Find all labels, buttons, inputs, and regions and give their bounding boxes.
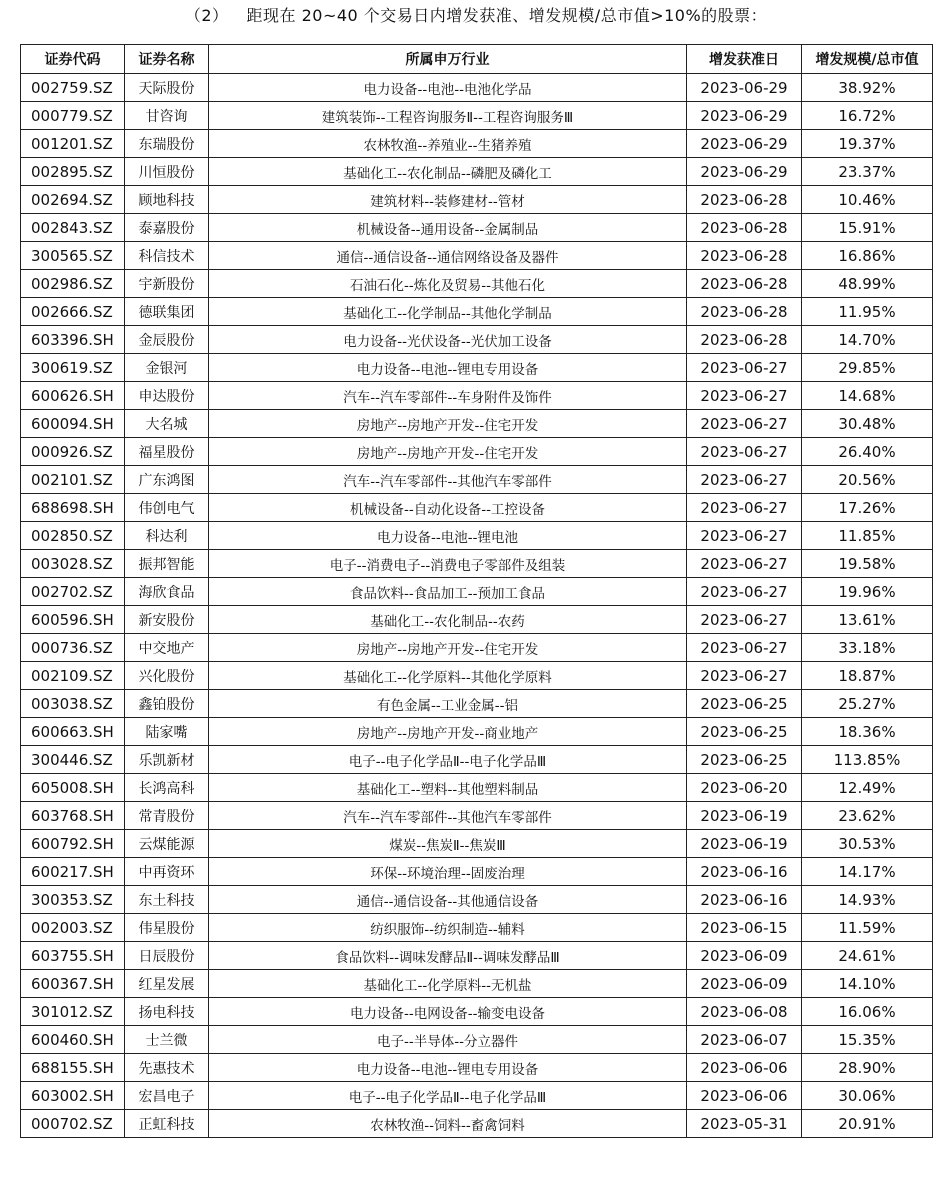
cell-code: 003038.SZ	[21, 690, 125, 718]
stock-table	[20, 44, 933, 1138]
cell-name: 福星股份	[125, 438, 209, 466]
cell-industry: 房地产--房地产开发--住宅开发	[209, 634, 687, 662]
cell-code: 002850.SZ	[21, 522, 125, 550]
cell-ratio: 19.37%	[802, 130, 933, 158]
cell-approval-date: 2023-06-29	[687, 130, 802, 158]
table-body	[21, 74, 933, 1138]
cell-name: 申达股份	[125, 382, 209, 410]
section-heading	[0, 4, 952, 28]
cell-approval-date: 2023-06-25	[687, 690, 802, 718]
cell-ratio: 20.56%	[802, 466, 933, 494]
col-header-approval-date: 增发获准日	[687, 45, 802, 74]
cell-ratio: 13.61%	[802, 606, 933, 634]
cell-approval-date: 2023-06-29	[687, 74, 802, 102]
cell-name: 乐凯新材	[125, 746, 209, 774]
cell-ratio: 14.68%	[802, 382, 933, 410]
cell-ratio: 11.95%	[802, 298, 933, 326]
cell-name: 科达利	[125, 522, 209, 550]
cell-ratio: 16.72%	[802, 102, 933, 130]
cell-code: 002101.SZ	[21, 466, 125, 494]
table-row	[21, 578, 933, 606]
cell-industry: 有色金属--工业金属--铝	[209, 690, 687, 718]
cell-approval-date: 2023-06-27	[687, 606, 802, 634]
cell-ratio: 19.96%	[802, 578, 933, 606]
table-row	[21, 494, 933, 522]
cell-ratio: 25.27%	[802, 690, 933, 718]
cell-approval-date: 2023-06-16	[687, 886, 802, 914]
cell-industry: 农林牧渔--养殖业--生猪养殖	[209, 130, 687, 158]
cell-code: 600367.SH	[21, 970, 125, 998]
cell-ratio: 14.70%	[802, 326, 933, 354]
cell-approval-date: 2023-06-28	[687, 326, 802, 354]
table-row	[21, 214, 933, 242]
table-row	[21, 382, 933, 410]
cell-name: 伟创电气	[125, 494, 209, 522]
cell-approval-date: 2023-06-29	[687, 158, 802, 186]
cell-name: 中交地产	[125, 634, 209, 662]
cell-industry: 汽车--汽车零部件--其他汽车零部件	[209, 466, 687, 494]
cell-industry: 电力设备--电网设备--输变电设备	[209, 998, 687, 1026]
cell-ratio: 15.91%	[802, 214, 933, 242]
cell-industry: 电子--电子化学品Ⅱ--电子化学品Ⅲ	[209, 1082, 687, 1110]
cell-industry: 基础化工--农化制品--磷肥及磷化工	[209, 158, 687, 186]
cell-ratio: 18.87%	[802, 662, 933, 690]
cell-name: 兴化股份	[125, 662, 209, 690]
table-row	[21, 102, 933, 130]
section-title: 距现在 20~40 个交易日内增发获准、增发规模/总市值>10%的股票：	[246, 6, 768, 25]
cell-name: 东瑞股份	[125, 130, 209, 158]
cell-ratio: 26.40%	[802, 438, 933, 466]
cell-approval-date: 2023-06-27	[687, 466, 802, 494]
cell-industry: 环保--环境治理--固废治理	[209, 858, 687, 886]
cell-code: 600663.SH	[21, 718, 125, 746]
cell-approval-date: 2023-06-09	[687, 942, 802, 970]
cell-code: 002895.SZ	[21, 158, 125, 186]
cell-code: 688155.SH	[21, 1054, 125, 1082]
cell-code: 002109.SZ	[21, 662, 125, 690]
cell-ratio: 15.35%	[802, 1026, 933, 1054]
cell-name: 科信技术	[125, 242, 209, 270]
cell-industry: 基础化工--塑料--其他塑料制品	[209, 774, 687, 802]
cell-code: 002986.SZ	[21, 270, 125, 298]
cell-industry: 通信--通信设备--通信网络设备及器件	[209, 242, 687, 270]
cell-ratio: 24.61%	[802, 942, 933, 970]
cell-name: 日辰股份	[125, 942, 209, 970]
cell-approval-date: 2023-06-27	[687, 494, 802, 522]
cell-industry: 煤炭--焦炭Ⅱ--焦炭Ⅲ	[209, 830, 687, 858]
cell-industry: 电力设备--电池--电池化学品	[209, 74, 687, 102]
cell-ratio: 16.06%	[802, 998, 933, 1026]
cell-industry: 电力设备--光伏设备--光伏加工设备	[209, 326, 687, 354]
cell-approval-date: 2023-06-15	[687, 914, 802, 942]
col-header-ratio: 增发规模/总市值	[802, 45, 933, 74]
cell-name: 甘咨询	[125, 102, 209, 130]
cell-code: 600596.SH	[21, 606, 125, 634]
cell-approval-date: 2023-06-20	[687, 774, 802, 802]
cell-ratio: 14.17%	[802, 858, 933, 886]
cell-industry: 建筑装饰--工程咨询服务Ⅱ--工程咨询服务Ⅲ	[209, 102, 687, 130]
cell-code: 001201.SZ	[21, 130, 125, 158]
cell-approval-date: 2023-06-08	[687, 998, 802, 1026]
cell-name: 金辰股份	[125, 326, 209, 354]
cell-industry: 基础化工--化学原料--无机盐	[209, 970, 687, 998]
cell-name: 先惠技术	[125, 1054, 209, 1082]
cell-approval-date: 2023-06-28	[687, 298, 802, 326]
cell-industry: 通信--通信设备--其他通信设备	[209, 886, 687, 914]
table-row	[21, 1082, 933, 1110]
table-row	[21, 662, 933, 690]
cell-name: 天际股份	[125, 74, 209, 102]
cell-approval-date: 2023-06-19	[687, 802, 802, 830]
cell-code: 600792.SH	[21, 830, 125, 858]
cell-name: 常青股份	[125, 802, 209, 830]
cell-approval-date: 2023-06-28	[687, 214, 802, 242]
cell-name: 鑫铂股份	[125, 690, 209, 718]
cell-name: 振邦智能	[125, 550, 209, 578]
table-row	[21, 942, 933, 970]
cell-name: 扬电科技	[125, 998, 209, 1026]
cell-industry: 汽车--汽车零部件--车身附件及饰件	[209, 382, 687, 410]
cell-ratio: 18.36%	[802, 718, 933, 746]
cell-code: 002003.SZ	[21, 914, 125, 942]
cell-name: 伟星股份	[125, 914, 209, 942]
cell-code: 600217.SH	[21, 858, 125, 886]
cell-code: 002843.SZ	[21, 214, 125, 242]
cell-industry: 石油石化--炼化及贸易--其他石化	[209, 270, 687, 298]
cell-approval-date: 2023-05-31	[687, 1110, 802, 1138]
cell-approval-date: 2023-06-28	[687, 242, 802, 270]
cell-approval-date: 2023-06-27	[687, 634, 802, 662]
table-row	[21, 998, 933, 1026]
cell-name: 宇新股份	[125, 270, 209, 298]
cell-ratio: 14.10%	[802, 970, 933, 998]
cell-code: 000926.SZ	[21, 438, 125, 466]
cell-industry: 基础化工--农化制品--农药	[209, 606, 687, 634]
cell-code: 600460.SH	[21, 1026, 125, 1054]
cell-ratio: 38.92%	[802, 74, 933, 102]
cell-industry: 电子--电子化学品Ⅱ--电子化学品Ⅲ	[209, 746, 687, 774]
cell-ratio: 16.86%	[802, 242, 933, 270]
cell-approval-date: 2023-06-09	[687, 970, 802, 998]
table-row	[21, 326, 933, 354]
cell-name: 海欣食品	[125, 578, 209, 606]
table-row	[21, 186, 933, 214]
cell-name: 陆家嘴	[125, 718, 209, 746]
table-row	[21, 914, 933, 942]
cell-ratio: 113.85%	[802, 746, 933, 774]
cell-approval-date: 2023-06-27	[687, 382, 802, 410]
cell-approval-date: 2023-06-27	[687, 662, 802, 690]
table-row	[21, 242, 933, 270]
cell-approval-date: 2023-06-16	[687, 858, 802, 886]
cell-name: 德联集团	[125, 298, 209, 326]
cell-approval-date: 2023-06-06	[687, 1054, 802, 1082]
table-row	[21, 858, 933, 886]
cell-code: 605008.SH	[21, 774, 125, 802]
cell-name: 东土科技	[125, 886, 209, 914]
cell-ratio: 19.58%	[802, 550, 933, 578]
cell-industry: 基础化工--化学原料--其他化学原料	[209, 662, 687, 690]
cell-code: 300446.SZ	[21, 746, 125, 774]
cell-industry: 房地产--房地产开发--住宅开发	[209, 410, 687, 438]
cell-code: 301012.SZ	[21, 998, 125, 1026]
cell-approval-date: 2023-06-25	[687, 718, 802, 746]
cell-approval-date: 2023-06-25	[687, 746, 802, 774]
cell-ratio: 28.90%	[802, 1054, 933, 1082]
cell-approval-date: 2023-06-27	[687, 354, 802, 382]
table-row	[21, 690, 933, 718]
table-row	[21, 74, 933, 102]
cell-code: 600094.SH	[21, 410, 125, 438]
cell-approval-date: 2023-06-27	[687, 522, 802, 550]
cell-name: 泰嘉股份	[125, 214, 209, 242]
table-row	[21, 830, 933, 858]
cell-industry: 机械设备--通用设备--金属制品	[209, 214, 687, 242]
table-row	[21, 746, 933, 774]
cell-code: 600626.SH	[21, 382, 125, 410]
cell-code: 300353.SZ	[21, 886, 125, 914]
table-row	[21, 606, 933, 634]
table-row	[21, 522, 933, 550]
table-row	[21, 466, 933, 494]
cell-ratio: 23.62%	[802, 802, 933, 830]
cell-approval-date: 2023-06-27	[687, 410, 802, 438]
col-header-industry: 所属申万行业	[209, 45, 687, 74]
cell-name: 宏昌电子	[125, 1082, 209, 1110]
cell-approval-date: 2023-06-29	[687, 102, 802, 130]
cell-ratio: 20.91%	[802, 1110, 933, 1138]
table-row	[21, 410, 933, 438]
cell-code: 000779.SZ	[21, 102, 125, 130]
cell-industry: 纺织服饰--纺织制造--辅料	[209, 914, 687, 942]
table-row	[21, 354, 933, 382]
table-header-row	[21, 45, 933, 74]
cell-industry: 房地产--房地产开发--住宅开发	[209, 438, 687, 466]
cell-name: 正虹科技	[125, 1110, 209, 1138]
cell-ratio: 30.48%	[802, 410, 933, 438]
cell-code: 000702.SZ	[21, 1110, 125, 1138]
cell-ratio: 29.85%	[802, 354, 933, 382]
cell-name: 中再资环	[125, 858, 209, 886]
cell-code: 000736.SZ	[21, 634, 125, 662]
cell-industry: 电子--消费电子--消费电子零部件及组装	[209, 550, 687, 578]
table-row	[21, 550, 933, 578]
table-row	[21, 886, 933, 914]
col-header-code: 证券代码	[21, 45, 125, 74]
cell-code: 003028.SZ	[21, 550, 125, 578]
cell-code: 603755.SH	[21, 942, 125, 970]
cell-code: 603768.SH	[21, 802, 125, 830]
cell-approval-date: 2023-06-28	[687, 270, 802, 298]
cell-approval-date: 2023-06-06	[687, 1082, 802, 1110]
cell-industry: 房地产--房地产开发--商业地产	[209, 718, 687, 746]
table-row	[21, 1054, 933, 1082]
cell-name: 大名城	[125, 410, 209, 438]
cell-code: 300565.SZ	[21, 242, 125, 270]
cell-code: 603002.SH	[21, 1082, 125, 1110]
cell-name: 长鸿高科	[125, 774, 209, 802]
cell-code: 002702.SZ	[21, 578, 125, 606]
table-row	[21, 802, 933, 830]
table-row	[21, 270, 933, 298]
cell-name: 云煤能源	[125, 830, 209, 858]
table-row	[21, 298, 933, 326]
cell-approval-date: 2023-06-28	[687, 186, 802, 214]
cell-industry: 食品饮料--食品加工--预加工食品	[209, 578, 687, 606]
table-row	[21, 970, 933, 998]
cell-approval-date: 2023-06-27	[687, 550, 802, 578]
cell-ratio: 12.49%	[802, 774, 933, 802]
cell-code: 002759.SZ	[21, 74, 125, 102]
cell-name: 新安股份	[125, 606, 209, 634]
cell-ratio: 10.46%	[802, 186, 933, 214]
cell-industry: 电力设备--电池--锂电专用设备	[209, 354, 687, 382]
cell-name: 红星发展	[125, 970, 209, 998]
table-row	[21, 438, 933, 466]
cell-industry: 电力设备--电池--锂电专用设备	[209, 1054, 687, 1082]
cell-approval-date: 2023-06-19	[687, 830, 802, 858]
table-row	[21, 774, 933, 802]
cell-ratio: 30.53%	[802, 830, 933, 858]
cell-approval-date: 2023-06-27	[687, 438, 802, 466]
table-row	[21, 718, 933, 746]
table-row	[21, 634, 933, 662]
table-row	[21, 1026, 933, 1054]
cell-industry: 电力设备--电池--锂电池	[209, 522, 687, 550]
cell-code: 002666.SZ	[21, 298, 125, 326]
cell-industry: 电子--半导体--分立器件	[209, 1026, 687, 1054]
cell-industry: 基础化工--化学制品--其他化学制品	[209, 298, 687, 326]
cell-code: 688698.SH	[21, 494, 125, 522]
cell-code: 300619.SZ	[21, 354, 125, 382]
cell-name: 金银河	[125, 354, 209, 382]
cell-industry: 食品饮料--调味发酵品Ⅱ--调味发酵品Ⅲ	[209, 942, 687, 970]
cell-industry: 汽车--汽车零部件--其他汽车零部件	[209, 802, 687, 830]
cell-ratio: 48.99%	[802, 270, 933, 298]
cell-industry: 农林牧渔--饲料--畜禽饲料	[209, 1110, 687, 1138]
table-row	[21, 1110, 933, 1138]
cell-code: 603396.SH	[21, 326, 125, 354]
section-index: （2）	[184, 6, 229, 25]
cell-ratio: 17.26%	[802, 494, 933, 522]
col-header-name: 证券名称	[125, 45, 209, 74]
cell-ratio: 11.85%	[802, 522, 933, 550]
cell-name: 士兰微	[125, 1026, 209, 1054]
cell-name: 川恒股份	[125, 158, 209, 186]
table-row	[21, 158, 933, 186]
cell-approval-date: 2023-06-27	[687, 578, 802, 606]
cell-industry: 建筑材料--装修建材--管材	[209, 186, 687, 214]
cell-ratio: 11.59%	[802, 914, 933, 942]
cell-name: 广东鸿图	[125, 466, 209, 494]
cell-ratio: 33.18%	[802, 634, 933, 662]
cell-code: 002694.SZ	[21, 186, 125, 214]
cell-industry: 机械设备--自动化设备--工控设备	[209, 494, 687, 522]
cell-name: 顾地科技	[125, 186, 209, 214]
cell-approval-date: 2023-06-07	[687, 1026, 802, 1054]
cell-ratio: 23.37%	[802, 158, 933, 186]
table-row	[21, 130, 933, 158]
cell-ratio: 30.06%	[802, 1082, 933, 1110]
cell-ratio: 14.93%	[802, 886, 933, 914]
